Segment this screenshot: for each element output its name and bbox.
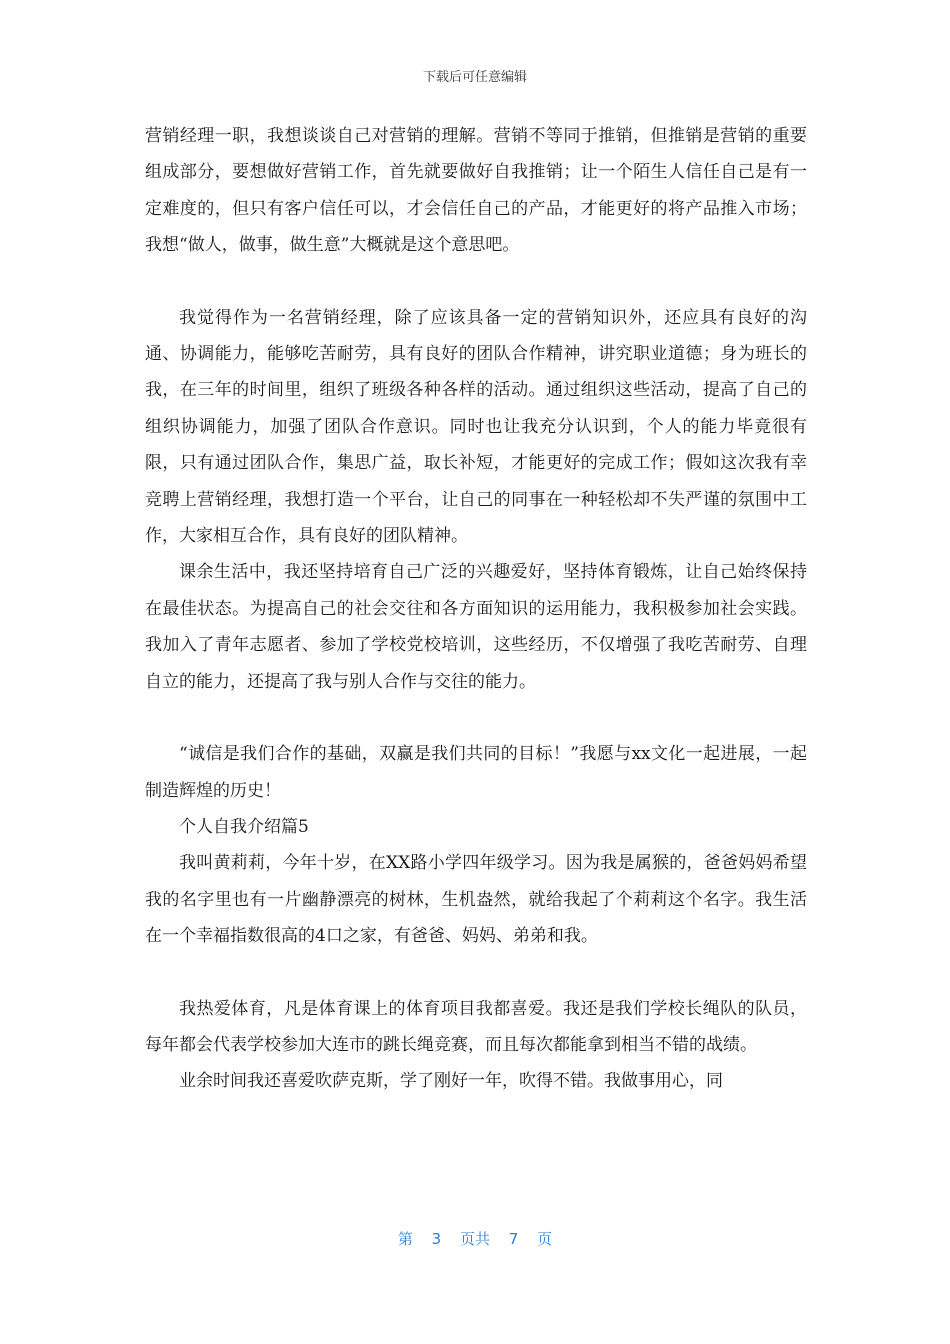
- page-header: 下载后可任意编辑: [422, 70, 527, 85]
- paragraph-3: 课余生活中，我还坚持培育自己广泛的兴趣爱好，坚持体育锻炼，让自己始终保持在最佳状态。为提高自己的社会交往和各方面知识的运用能力，我积极参加社会实践。我加入了青年志愿者、参加了学校党校培训，这些经历，不仅增强了我吃苦耐劳、自理自立的能力，还提高了我与别人合作与交往的能力。: [145, 562, 807, 692]
- paragraph-gap: [145, 700, 807, 736]
- paragraph-gap: [145, 264, 807, 300]
- page-footer: 第 3 页共 7 页: [397, 1230, 553, 1248]
- document-body: [145, 118, 807, 1100]
- paragraph-7: 业余时间我还喜爱吹萨克斯，学了刚好一年，吹得不错。我做事用心，同: [179, 1071, 723, 1092]
- paragraph-5: 我叫黄莉莉，今年十岁，在XX路小学四年级学习。因为我是属猴的，爸爸妈妈希望我的名字里也有一片幽静漂亮的树林，生机盎然，就给我起了个莉莉这个名字。我生活在一个幸福指数很高的4口之家，有爸爸、妈妈、弟弟和我。: [145, 853, 807, 947]
- paragraph-1: 营销经理一职，我想谈谈自己对营销的理解。营销不等同于推销，但推销是营销的重要组成部分，要想做好营销工作，首先就要做好自我推销；让一个陌生人信任自己是有一定难度的，但只有客户信任可以，才会信任自己的产品，才能更好的将产品推入市场；我想“做人，做事，做生意”大概就是这个意思吧。: [145, 126, 807, 256]
- paragraph-6: 我热爱体育，凡是体育课上的体育项目我都喜爱。我还是我们学校长绳队的队员，每年都会代表学校参加大连市的跳长绳竞赛，而且每次都能拿到相当不错的战绩。: [145, 998, 807, 1055]
- paragraph-2: 我觉得作为一名营销经理，除了应该具备一定的营销知识外，还应具有良好的沟通、协调能力，能够吃苦耐劳，具有良好的团队合作精神，讲究职业道德；身为班长的我，在三年的时间里，组织了班级各种各样的活动。通过组织这些活动，提高了自己的组织协调能力，加强了团队合作意识。同时也让我充分认识到，个人的能力毕竟很有限，只有通过团队合作，集思广益，取长补短，才能更好的完成工作；假如这次我有幸竞聘上营销经理，我想打造一个平台，让自己的同事在一种轻松却不失严谨的氛围中工作，大家相互合作，具有良好的团队精神。: [145, 307, 807, 547]
- paragraph-gap: [145, 955, 807, 991]
- paragraph-4: “诚信是我们合作的基础，双赢是我们共同的目标！”我愿与xx文化一起进展，一起制造辉煌的历史！: [145, 744, 807, 801]
- section-heading: 个人自我介绍篇5: [179, 816, 309, 837]
